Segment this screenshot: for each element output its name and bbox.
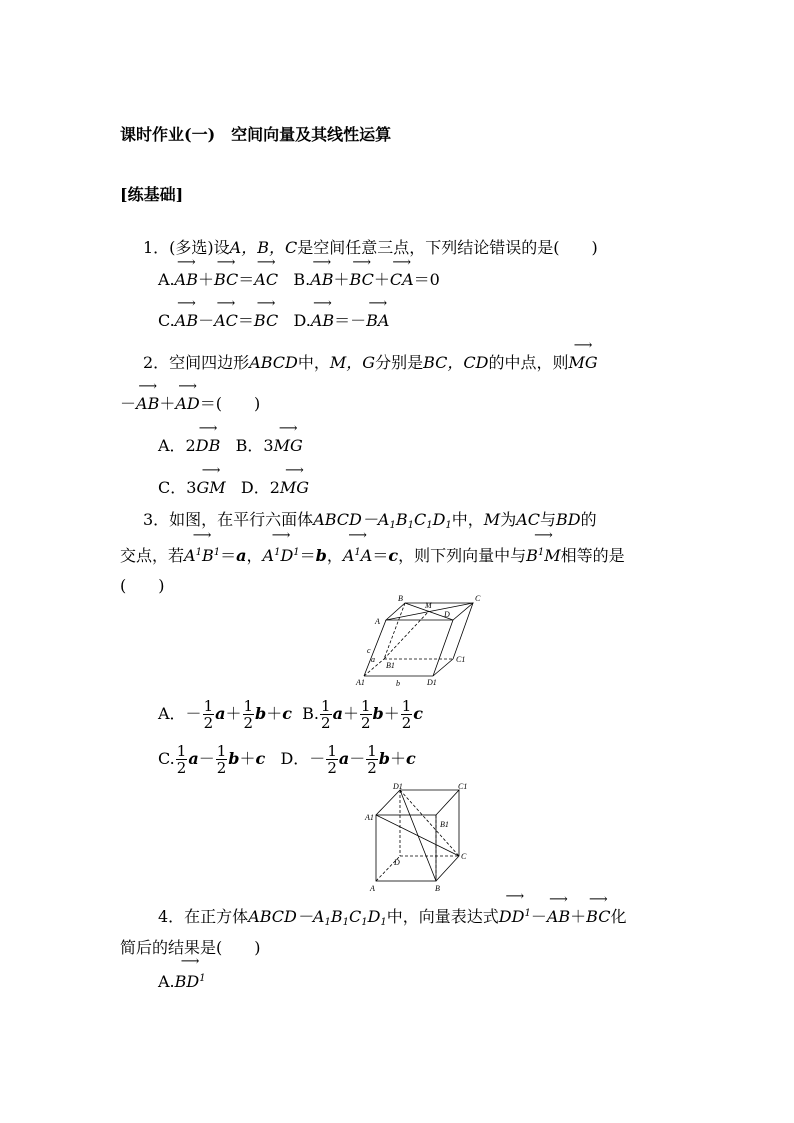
label-b1: B1	[386, 661, 395, 670]
front-face	[376, 815, 436, 881]
q3-option-a: A．－	[158, 704, 202, 723]
label-b1: B1	[440, 820, 449, 829]
q3-options-cd: C. $\frac{1}{2}$ a－ $\frac{1}{2}$ b＋c D．－ $\frac{1}{2}$ a－ $\frac{1}{2}$ b＋c	[158, 742, 416, 777]
q3-answer-paren: ( )	[120, 576, 165, 595]
q2-option-a: A．2	[158, 436, 196, 455]
label-c: C	[461, 852, 467, 861]
q1-options-ab: A.⟶ AB＋⟶ BC＝⟶ AC B.⟶ AB＋⟶ BC＋⟶ CA＝0	[158, 269, 440, 291]
q2-options-cd: C．3⟶ GM D．2⟶ MG	[158, 477, 309, 499]
q1-option-a: A.	[158, 270, 175, 289]
label-a: A	[375, 617, 380, 626]
label-a: A	[370, 884, 375, 893]
q3-option-d: D．－	[280, 749, 326, 768]
parallelepiped-figure	[348, 592, 483, 689]
q2-option-d: D．2	[240, 478, 280, 497]
q2-stem-cont: －⟶ AB＋⟶ AD＝( )	[120, 393, 260, 415]
q1-options-cd: C.⟶ AB－⟶ AC＝⟶ BC D.⟶ AB＝－⟶ BA	[158, 310, 389, 332]
label-b: B	[398, 594, 403, 603]
label-d1: D1	[393, 782, 403, 791]
label-m: M	[425, 601, 432, 610]
label-c1: C1	[456, 655, 466, 664]
cube-figure	[362, 780, 472, 896]
label-c1: C1	[458, 782, 468, 791]
q4-option-a-line: A.⟶ $BD^1$	[158, 968, 206, 993]
q3-options-ab: A．－ $\frac{1}{2}$ a＋ $\frac{1}{2}$ b＋c B. $\frac{1}{2}$ a＋ $\frac{1}{2}$ b＋ $\frac{1}{2}$ c	[158, 697, 423, 732]
label-vec-b: b	[396, 679, 400, 688]
q2-stem: 2．空间四边形ABCD中，M，G分别是BC，CD的中点，则⟶ MG	[143, 352, 598, 374]
label-d1: D1	[427, 678, 437, 687]
q1-option-c: C.	[158, 311, 175, 330]
q3-option-c: C.	[158, 749, 175, 768]
label-c: C	[475, 594, 481, 603]
section-heading: [练基础]	[120, 185, 184, 204]
label-d: D	[394, 858, 400, 867]
q3-stem-line2: 交点，若⟶ $A^1B^1=a$，⟶ $A^1D^1=b$，⟶ $A^1A=c$，则下列向量中与⟶ $B^1M$相等的是	[120, 542, 625, 567]
page-title: 课时作业(一) 空间向量及其线性运算	[120, 125, 392, 144]
q1-option-b: B.	[293, 270, 311, 289]
label-a1: A1	[356, 678, 365, 687]
label-d: D	[444, 610, 450, 619]
q4-stem: 4．在正方体$ABCD-A_1B_1C_1D_1$中，向量表达式⟶ $DD^1-⟶$ AB＋⟶ BC化	[158, 903, 626, 934]
q4-stem-line2: 简后的结果是( )	[120, 938, 261, 957]
q2-option-c: C．3	[158, 478, 197, 497]
q1-stem: 1．(多选)设A，B，C是空间任意三点，下列结论错误的是( )	[143, 238, 598, 257]
q3-option-b: B.	[302, 704, 320, 723]
q3-stem: 3．如图，在平行六面体$ABCD-A_1B_1C_1D_1$中，M为AC与BD的	[143, 510, 597, 531]
label-a1: A1	[365, 813, 374, 822]
q2-options-ab: A．2⟶ DB B．3⟶ MG	[158, 435, 303, 457]
q1-option-d: D.	[293, 311, 311, 330]
q4-option-a: A.	[158, 972, 175, 991]
label-b: B	[435, 884, 440, 893]
q2-option-b: B．3	[235, 436, 274, 455]
label-vec-a: a	[371, 655, 375, 664]
label-vec-c: c	[367, 646, 371, 655]
